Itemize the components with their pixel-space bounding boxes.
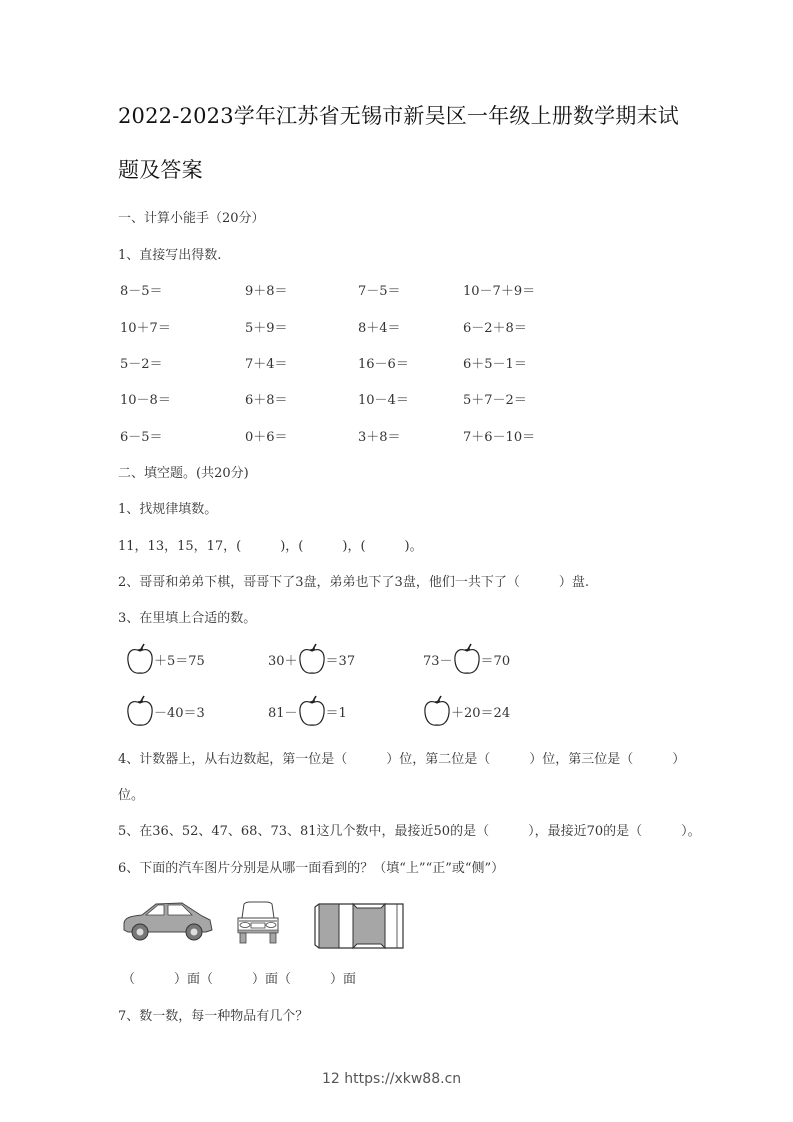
section2-q4-line1: 4、计数器上，从右边数起，第一位是（ ）位，第二位是（ ）位，第三位是（ ） <box>118 752 686 767</box>
equation: 6＋8＝ <box>245 393 288 408</box>
document-title-line1: 2022-2023学年江苏省无锡市新吴区一年级上册数学期末试 <box>118 104 679 128</box>
equation: 10－8＝ <box>120 393 171 408</box>
apple-icon <box>126 643 154 675</box>
car-top-view-image <box>313 901 405 955</box>
equation-suffix: ＋20＝24 <box>451 705 511 721</box>
section2-q6-answers: （ ）面（ ）面（ ）面 <box>122 972 357 987</box>
footer-url[interactable]: https://xkw88.cn <box>344 1071 462 1087</box>
apple-equation <box>126 695 205 727</box>
equation: 3＋8＝ <box>358 430 401 445</box>
equation: 5＋7－2＝ <box>463 393 527 408</box>
equation: 9＋8＝ <box>245 284 288 299</box>
page-number: 12 <box>322 1071 340 1087</box>
equation: 5－2＝ <box>120 357 163 372</box>
apple-icon <box>298 695 326 727</box>
section2-q5: 5、在36、52、47、68、73、81这几个数中，最接近50的是（ ），最接近70的是（ ）。 <box>118 824 701 839</box>
section2-q1-sequence: 11，13，15，17，( )，( )，( )。 <box>118 539 423 554</box>
apple-icon <box>453 643 481 675</box>
apple-equation <box>268 643 355 675</box>
car-front-view-image <box>236 900 280 950</box>
equation: 7＋4＝ <box>245 357 288 372</box>
equation-suffix: ＝70 <box>480 653 511 669</box>
equation: 8－5＝ <box>120 284 163 299</box>
section2-q3-prompt: 3、在里填上合适的数。 <box>118 611 257 626</box>
car-side-view-image <box>120 900 216 948</box>
section2-q1-prompt: 1、找规律填数。 <box>118 502 218 517</box>
equation-prefix: 73－ <box>423 653 453 669</box>
section1-heading: 一、计算小能手（20分） <box>118 211 265 226</box>
equation: 8＋4＝ <box>358 321 401 336</box>
section2-heading: 二、填空题。(共20分) <box>118 466 249 481</box>
equation: 0＋6＝ <box>245 430 288 445</box>
document-title-line2: 题及答案 <box>118 158 203 182</box>
apple-icon <box>126 695 154 727</box>
apple-equation <box>423 643 510 675</box>
equation-suffix: ＝1 <box>325 705 347 721</box>
equation-suffix: ＝37 <box>325 653 356 669</box>
apple-equation <box>423 695 510 727</box>
apple-icon <box>423 695 451 727</box>
section1-q1-prompt: 1、直接写出得数. <box>118 248 222 263</box>
section2-q4-line2: 位。 <box>118 788 145 803</box>
page-footer <box>322 1071 461 1087</box>
equation-suffix: ＋5＝75 <box>154 653 205 669</box>
equation-prefix: 30＋ <box>268 653 298 669</box>
equation: 10－4＝ <box>358 393 409 408</box>
equation: 10＋7＝ <box>120 321 171 336</box>
equation: 6＋5－1＝ <box>463 357 527 372</box>
section2-q7-prompt: 7、数一数，每一种物品有几个？ <box>118 1009 309 1024</box>
section2-q6-prompt: 6、下面的汽车图片分别是从哪一面看到的？（填“上”“正”或“侧”） <box>118 861 505 876</box>
equation: 10－7＋9＝ <box>463 284 536 299</box>
equation-prefix: 81－ <box>268 705 298 721</box>
equation: 6－5＝ <box>120 430 163 445</box>
apple-equation <box>268 695 347 727</box>
apple-equation <box>126 643 205 675</box>
equation: 5＋9＝ <box>245 321 288 336</box>
equation: 16－6＝ <box>358 357 409 372</box>
apple-icon <box>298 643 326 675</box>
equation: 7－5＝ <box>358 284 401 299</box>
equation: 6－2＋8＝ <box>463 321 527 336</box>
equation: 7＋6－10＝ <box>463 430 536 445</box>
section2-q2: 2、哥哥和弟弟下棋，哥哥下了3盘，弟弟也下了3盘，他们一共下了（ ）盘. <box>118 575 589 590</box>
equation-suffix: －40＝3 <box>154 705 205 721</box>
